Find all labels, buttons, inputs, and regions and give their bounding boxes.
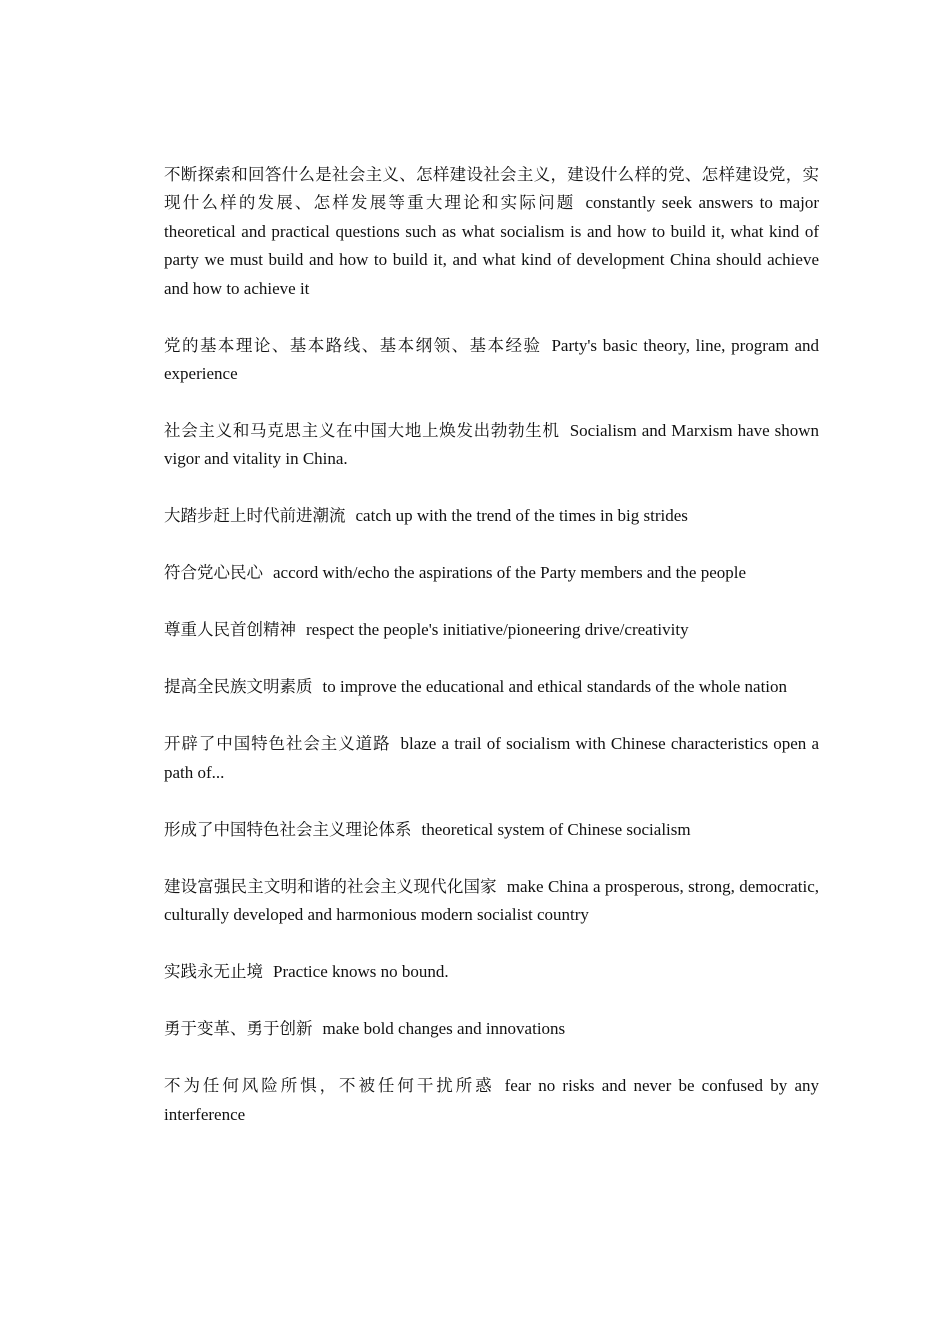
chinese-term: 实践永无止境 — [164, 962, 263, 982]
english-translation: constantly seek answers to major theoretical and practical questions such as what socialism is and how to build it, what kind of party we must build and how to build it, and what kind of development China should achieve and how to achieve it — [164, 193, 819, 298]
glossary-entry — [164, 332, 819, 389]
glossary-entry — [164, 161, 819, 303]
chinese-term: 符合党心民心 — [164, 563, 263, 583]
chinese-term: 建设富强民主文明和谐的社会主义现代化国家 — [164, 876, 497, 896]
glossary-entry — [164, 673, 819, 701]
english-translation: to improve the educational and ethical standards of the whole nation — [322, 677, 788, 697]
english-translation: Socialism and Marxism have shown vigor and vitality in China. — [164, 421, 820, 469]
english-translation: respect the people's initiative/pioneering drive/creativity — [306, 620, 689, 640]
english-translation: theoretical system of Chinese socialism — [421, 819, 691, 839]
english-translation: Practice knows no bound. — [273, 962, 449, 982]
chinese-term: 不为任何风险所惧，不被任何干扰所惑 — [164, 1076, 495, 1096]
glossary-entry — [164, 873, 819, 930]
english-translation: blaze a trail of socialism with Chinese characteristics open a path of... — [164, 734, 819, 782]
english-translation: make bold changes and innovations — [322, 1019, 566, 1039]
glossary-entry — [164, 958, 819, 986]
glossary-entry — [164, 559, 819, 587]
chinese-term: 尊重人民首创精神 — [164, 620, 296, 640]
glossary-entry — [164, 730, 819, 787]
glossary-entry — [164, 417, 819, 474]
chinese-term: 大踏步赶上时代前进潮流 — [164, 506, 346, 526]
glossary-entry — [164, 502, 819, 530]
english-translation: accord with/echo the aspirations of the Party members and the people — [273, 563, 747, 583]
english-translation: Party's basic theory, line, program and experience — [164, 335, 819, 384]
chinese-term: 党的基本理论、基本路线、基本纲领、基本经验 — [164, 335, 542, 355]
chinese-term: 社会主义和马克思主义在中国大地上焕发出勃勃生机 — [164, 421, 560, 441]
chinese-term: 提高全民族文明素质 — [164, 677, 313, 697]
english-translation: make China a prosperous, strong, democratic, culturally developed and harmonious modern socialist country — [164, 876, 820, 925]
glossary-entry — [164, 1015, 819, 1043]
chinese-term: 不断探索和回答什么是社会主义、怎样建设社会主义，建设什么样的党、怎样建设党，实现什么样的发展、怎样发展等重大理论和实际问题 — [164, 165, 819, 213]
english-translation: fear no risks and never be confused by any interference — [164, 1076, 819, 1124]
chinese-term: 形成了中国特色社会主义理论体系 — [164, 819, 412, 839]
english-translation: catch up with the trend of the times in big strides — [355, 506, 688, 526]
glossary-entry — [164, 816, 819, 844]
document-page — [164, 161, 819, 1158]
chinese-term: 勇于变革、勇于创新 — [164, 1019, 313, 1039]
chinese-term: 开辟了中国特色社会主义道路 — [164, 734, 391, 754]
glossary-entry — [164, 616, 819, 644]
glossary-entry — [164, 1072, 819, 1129]
